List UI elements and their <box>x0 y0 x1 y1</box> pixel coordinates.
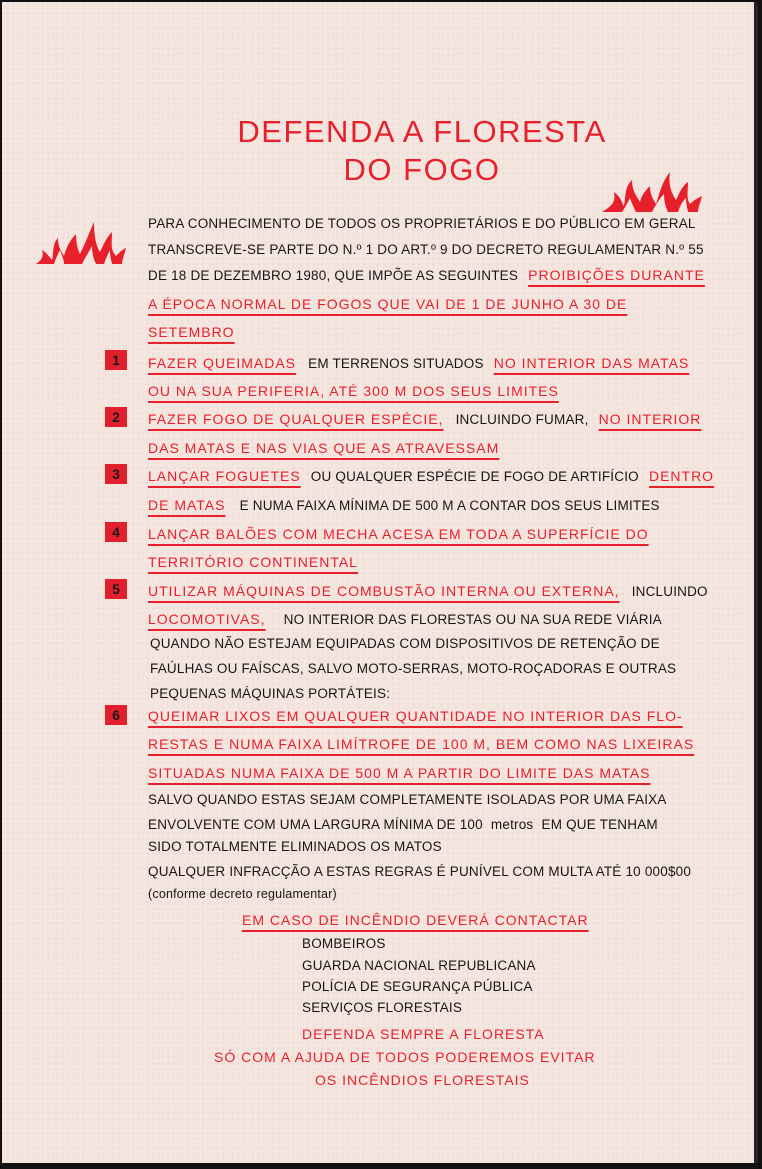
prohibitions-heading: PROIBIÇÕES DURANTE <box>528 267 705 283</box>
item-2-line-1 <box>148 411 701 427</box>
item-6-unit: metros <box>490 817 534 832</box>
item-number-5: 5 <box>105 579 127 599</box>
item-1-prohibition: FAZER QUEIMADAS <box>148 355 297 371</box>
flame-icon-left <box>36 218 126 264</box>
poster <box>2 2 758 1163</box>
item-3-prohibition: LANÇAR FOGUETES <box>148 468 301 484</box>
item-5-line-5: PEQUENAS MÁQUINAS PORTÁTEIS: <box>150 686 391 701</box>
item-6-line-6: SIDO TOTALMENTE ELIMINADOS OS MATOS <box>148 839 442 854</box>
item-2-location: NO INTERIOR <box>598 411 702 427</box>
item-6-line-1: QUEIMAR LIXOS EM QUALQUER QUANTIDADE NO INTERIOR DAS FLO- <box>148 708 683 724</box>
contact-firefighters: BOMBEIROS <box>302 936 386 951</box>
item-2-prohibition: FAZER FOGO DE QUALQUER ESPÉCIE, <box>148 411 444 427</box>
contact-heading: EM CASO DE INCÊNDIO DEVERÁ CONTACTAR <box>242 912 589 928</box>
intro-line-1: PARA CONHECIMENTO DE TODOS OS PROPRIETÁRIOS E DO PÚBLICO EM GERAL <box>148 216 696 231</box>
item-6-width-cont: EM QUE TENHAM <box>541 817 658 832</box>
item-5-text: INCLUINDO <box>631 584 708 599</box>
item-1-line-1 <box>148 355 689 371</box>
item-5-locomotives: LOCOMOTIVAS, <box>148 611 266 627</box>
item-6-line-5 <box>148 816 658 832</box>
item-number-6: 6 <box>105 705 127 725</box>
title-line-2: DO FOGO <box>343 152 501 187</box>
item-5-prohibition: UTILIZAR MÁQUINAS DE COMBUSTÃO INTERNA OU EXTERNA, <box>148 583 620 599</box>
fire-season-end: SETEMBRO <box>148 324 235 340</box>
contact-gnr: GUARDA NACIONAL REPUBLICANA <box>302 958 536 973</box>
item-number-3: 3 <box>105 464 127 484</box>
item-1-text: EM TERRENOS SITUADOS <box>308 356 484 371</box>
intro-line-3-text: DE 18 DE DEZEMBRO 1980, QUE IMPÕE AS SEGUINTES <box>148 268 519 283</box>
item-2-text: INCLUINDO FUMAR, <box>455 412 589 427</box>
item-number-1: 1 <box>105 350 127 370</box>
item-5-line-4: FAÚLHAS OU FAÍSCAS, SALVO MOTO-SERRAS, MOTO-ROÇADORAS E OUTRAS <box>150 661 677 676</box>
item-number-4: 4 <box>105 522 127 542</box>
item-4-line-2: TERRITÓRIO CONTINENTAL <box>148 554 358 570</box>
fine-notice: QUALQUER INFRACÇÃO A ESTAS REGRAS É PUNÍVEL COM MULTA ATÉ 10 000$00 <box>148 864 692 879</box>
item-5-line-3: QUANDO NÃO ESTEJAM EQUIPADAS COM DISPOSITIVOS DE RETENÇÃO DE <box>150 636 660 651</box>
item-5-location: NO INTERIOR DAS FLORESTAS OU NA SUA REDE VIÁRIA <box>283 612 662 627</box>
item-3-text: OU QUALQUER ESPÉCIE DE FOGO DE ARTIFÍCIO <box>310 469 639 484</box>
item-1-location: NO INTERIOR DAS MATAS <box>493 355 690 371</box>
item-6-width-text: ENVOLVENTE COM UMA LARGURA MÍNIMA DE 100 <box>148 817 483 832</box>
item-6-line-2: RESTAS E NUMA FAIXA LIMÍTROFE DE 100 M, BEM COMO NAS LIXEIRAS <box>148 736 695 752</box>
item-number-2: 2 <box>105 407 127 427</box>
closing-line-3: OS INCÊNDIOS FLORESTAIS <box>315 1072 530 1088</box>
intro-line-3 <box>148 267 705 283</box>
contact-psp: POLÍCIA DE SEGURANÇA PÚBLICA <box>302 979 533 994</box>
item-1-line-2: OU NA SUA PERIFERIA, ATÉ 300 M DOS SEUS LIMITES <box>148 383 559 399</box>
item-4-line-1: LANÇAR BALÕES COM MECHA ACESA EM TODA A SUPERFÍCIE DO <box>148 526 649 542</box>
contact-forest-services: SERVIÇOS FLORESTAIS <box>302 1000 463 1015</box>
item-6-line-4: SALVO QUANDO ESTAS SEJAM COMPLETAMENTE ISOLADAS POR UMA FAIXA <box>148 792 667 807</box>
closing-line-2: SÓ COM A AJUDA DE TODOS PODEREMOS EVITAR <box>214 1049 596 1065</box>
item-3-line-1 <box>148 468 714 484</box>
intro-line-2: TRANSCREVE-SE PARTE DO N.º 1 DO ART.º 9 DO DECRETO REGULAMENTAR N.º 55 <box>148 242 704 257</box>
fire-season-text: A ÉPOCA NORMAL DE FOGOS QUE VAI DE 1 DE JUNHO A 30 DE <box>148 296 628 312</box>
item-5-line-1 <box>148 583 708 599</box>
item-2-line-2: DAS MATAS E NAS VIAS QUE AS ATRAVESSAM <box>148 440 500 456</box>
title-line-1: DEFENDA A FLORESTA <box>237 114 607 149</box>
item-3-location-cont: DE MATAS <box>148 497 226 513</box>
decree-note: (conforme decreto regulamentar) <box>148 887 337 901</box>
flame-icon-right <box>602 168 702 212</box>
item-3-distance: E NUMA FAIXA MÍNIMA DE 500 M A CONTAR DOS SEUS LIMITES <box>239 498 660 513</box>
item-6-line-3: SITUADAS NUMA FAIXA DE 500 M A PARTIR DO LIMITE DAS MATAS <box>148 765 651 781</box>
item-5-line-2 <box>148 611 662 627</box>
item-3-line-2 <box>148 497 660 513</box>
item-3-location: DENTRO <box>648 468 715 484</box>
closing-line-1: DEFENDA SEMPRE A FLORESTA <box>302 1026 545 1042</box>
